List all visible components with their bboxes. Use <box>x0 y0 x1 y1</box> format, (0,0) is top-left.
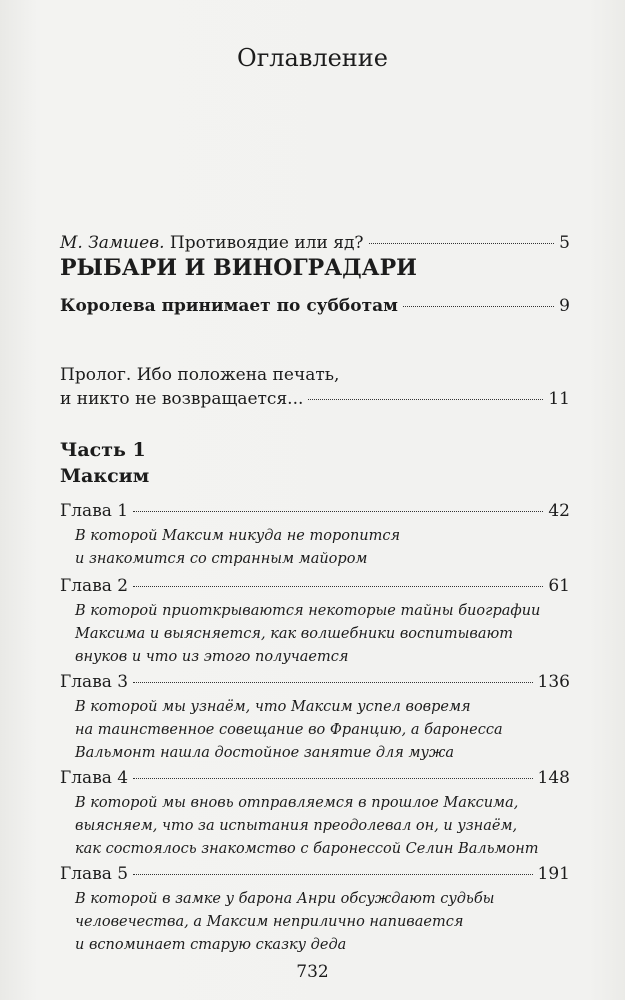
chapter-1 <box>60 501 570 521</box>
chapter-4 <box>60 768 570 788</box>
dot-leader <box>133 586 543 587</box>
chapter-5 <box>60 864 570 884</box>
prologue-page: 11 <box>548 389 570 409</box>
chapter-page: 136 <box>537 672 570 692</box>
chapter-label: Глава 4 <box>60 768 129 788</box>
story-title: Королева принимает по субботам <box>60 296 398 316</box>
intro-page: 5 <box>559 233 570 253</box>
chapter-2-description: В которой приоткрываются некоторые тайны биографии Максима и выясняется, как волшебники воспитывают внуков и что из этого получается <box>75 603 541 665</box>
toc-entry-prologue <box>60 389 570 409</box>
dot-leader <box>133 511 543 512</box>
chapter-page: 191 <box>537 864 570 884</box>
chapter-label: Глава 3 <box>60 672 129 692</box>
chapter-3 <box>60 672 570 692</box>
toc-entry-intro <box>60 233 570 253</box>
section-title: РЫБАРИ И ВИНОГРАДАРИ <box>60 255 417 281</box>
chapter-1-description: В которой Максим никуда не торопится и знакомится со странным майором <box>75 528 401 567</box>
chapter-4-description: В которой мы вновь отправляемся в прошлое Максима, выясняем, что за испытания преодолевал он, и узнаём, как состоялось знакомство с баронессой Селин Вальмонт <box>75 795 539 857</box>
dot-leader <box>403 306 554 307</box>
dot-leader <box>133 874 532 875</box>
prologue-line-1: Пролог. Ибо положена печать, <box>60 365 340 385</box>
story-page: 9 <box>559 296 570 316</box>
page-number: 732 <box>296 962 329 982</box>
chapter-label: Глава 1 <box>60 501 129 521</box>
intro-author: М. Замшев. <box>60 233 165 253</box>
intro-title: Противоядие или яд? <box>169 233 364 253</box>
chapter-page: 42 <box>548 501 570 521</box>
toc-entry-story <box>60 296 570 316</box>
dot-leader <box>133 682 532 683</box>
chapter-label: Глава 2 <box>60 576 129 596</box>
prologue-line-2: и никто не возвращается... <box>60 389 304 409</box>
chapter-page: 148 <box>537 768 570 788</box>
chapter-2 <box>60 576 570 596</box>
chapter-label: Глава 5 <box>60 864 129 884</box>
part-name: Максим <box>60 465 150 487</box>
chapter-3-description: В которой мы узнаём, что Максим успел вовремя на таинственное совещание во Францию, а баронесса Вальмонт нашла достойное занятие для мужа <box>75 699 503 761</box>
chapter-page: 61 <box>548 576 570 596</box>
dot-leader <box>133 778 532 779</box>
dot-leader <box>308 399 543 400</box>
toc-heading: Оглавление <box>237 44 388 72</box>
chapter-5-description: В которой в замке у барона Анри обсуждают судьбы человечества, а Максим неприлично напивается и вспоминает старую сказку деда <box>75 891 495 953</box>
part-number: Часть 1 <box>60 439 146 461</box>
dot-leader <box>369 243 555 244</box>
